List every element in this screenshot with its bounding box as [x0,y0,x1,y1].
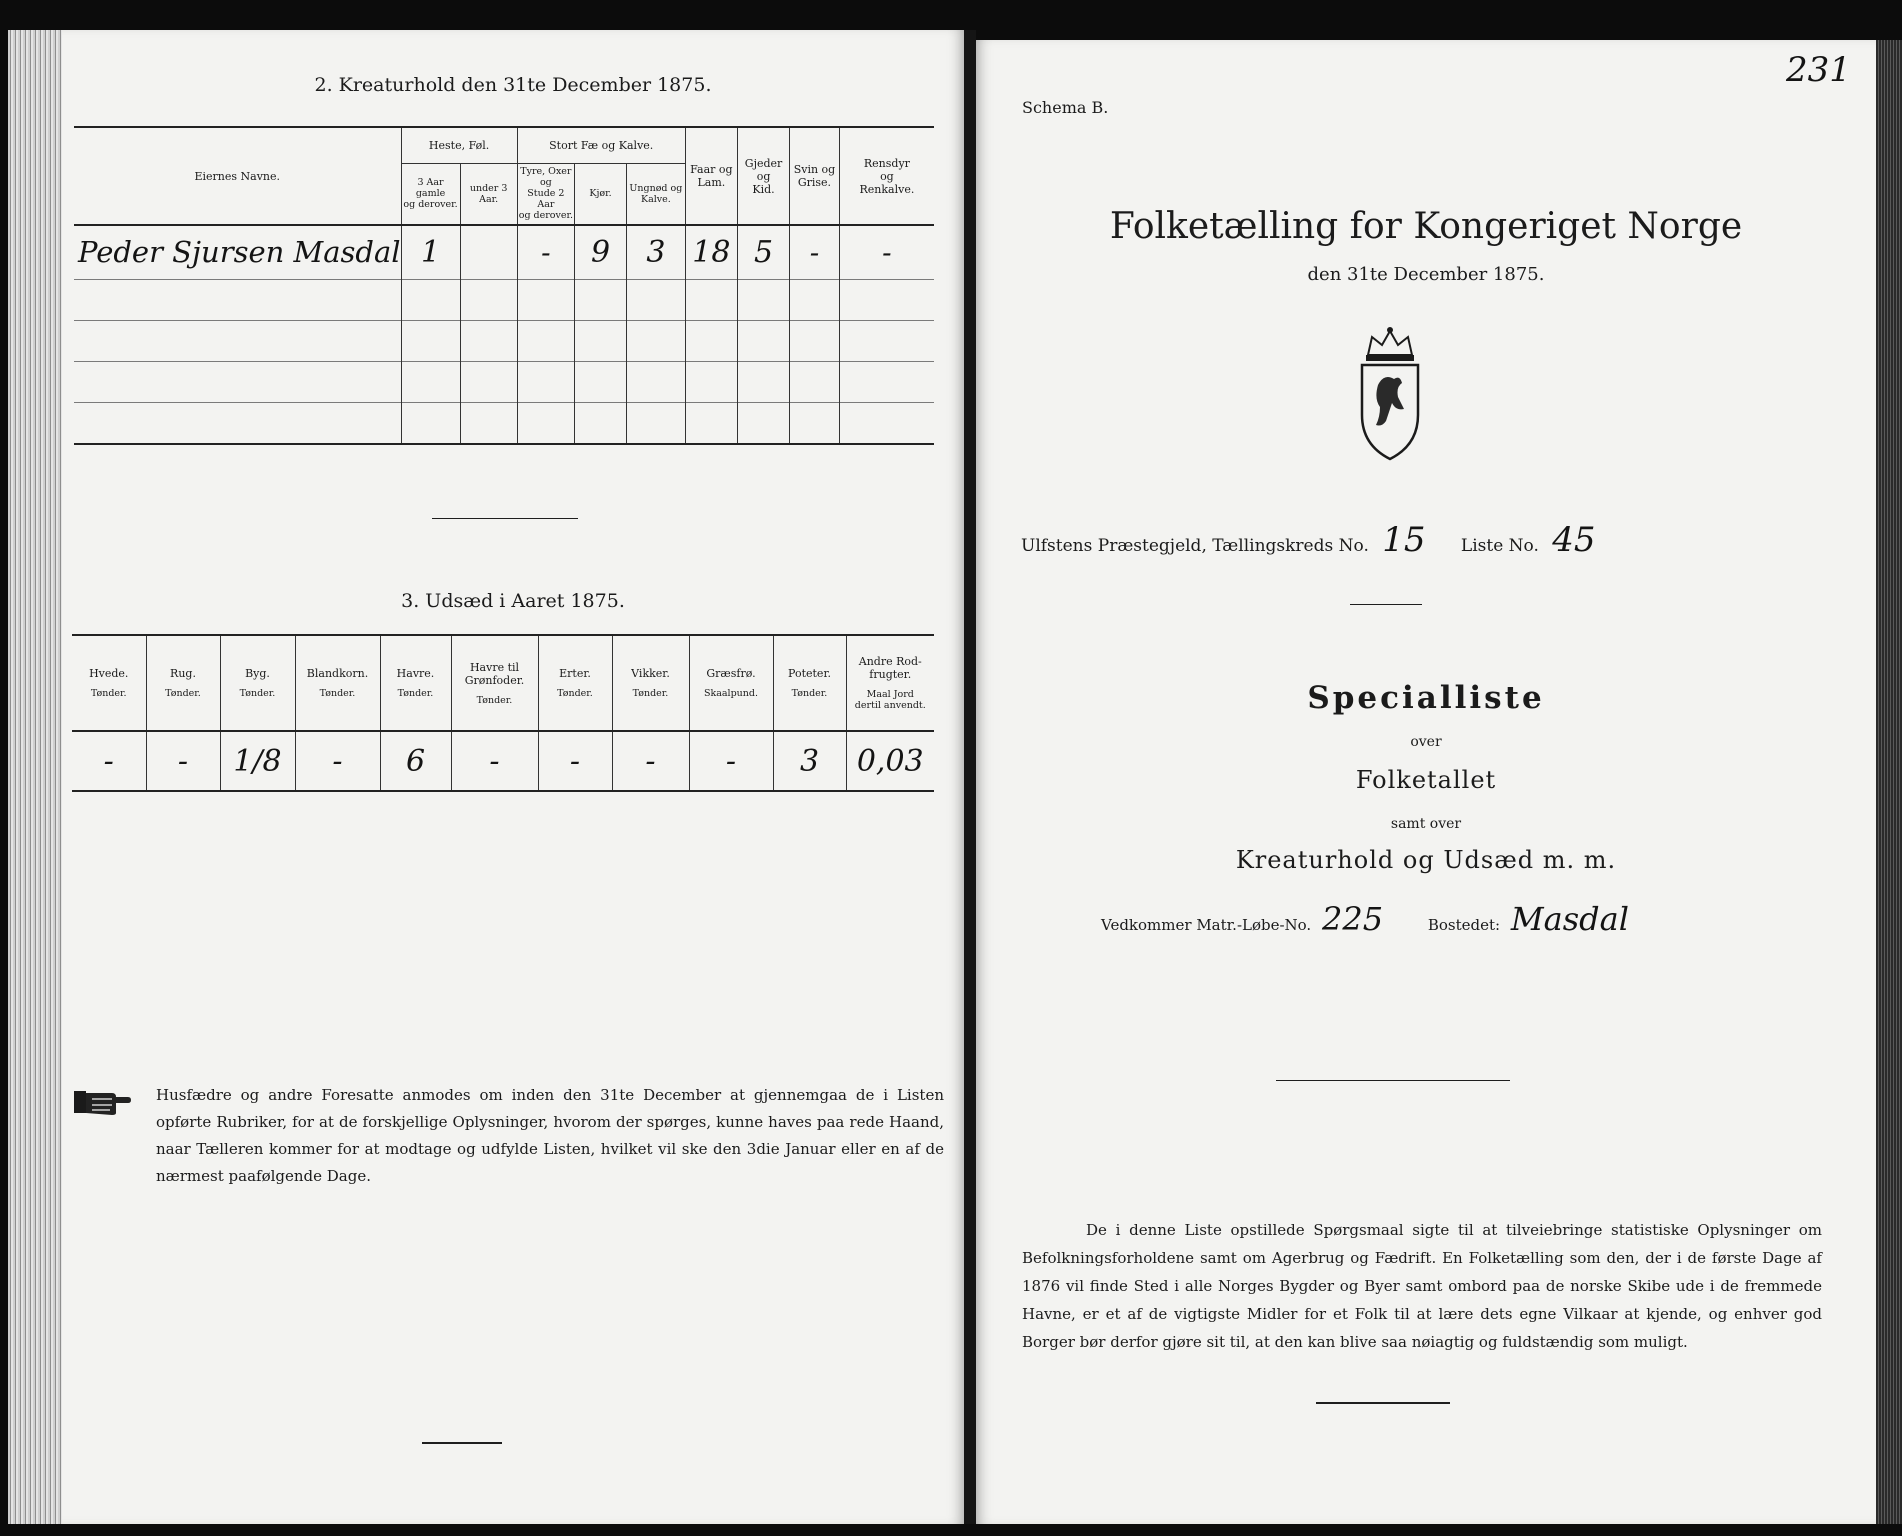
seed-column-unit: Tønder. [632,688,669,699]
seed-value: 6 [380,731,451,791]
coat-of-arms-icon [1350,325,1430,465]
seed-column-unit: Tønder. [557,688,593,699]
seed-header [220,635,295,731]
matr-number: 225 [1322,900,1384,938]
seed-column-unit: Tønder. [239,688,276,699]
header-owner: Eiernes Navne. [74,127,401,225]
seed-column-unit: Tønder. [397,688,434,699]
district-label: Tællingskreds No. [1212,536,1369,556]
value-kjor: 9 [575,225,627,279]
seed-column-name: Erter. [559,667,591,680]
list-number: 45 [1552,520,1596,560]
header-gjeder: Gjeder og Kid. [738,127,790,225]
seed-value: - [538,731,612,791]
seed-value: 0,03 [846,731,934,791]
list-label: Liste No. [1460,536,1539,556]
seed-value: 3 [773,731,846,791]
left-page [62,30,964,1524]
seed-header [846,635,934,731]
separator-rule [1276,1080,1510,1081]
instructions-footnote: Husfædre og andre Foresatte anmodes om inden den 31te December at gjennemgaa de i Listen opførte Rubriker, for at de forskjellige Oplysninger, hvorom der spørges, kunne haves paa rede Haand, naar Tælleren kommer for at modtage og udfylde Listen, hvilket vil ske den 3die Januar eller en af de nærmest paafølgende Dage. [156,1086,944,1185]
seed-header [72,635,146,731]
seed-column-unit: Tønder. [476,694,513,706]
header-faar: Faar og Lam. [685,127,737,225]
statistics-explanation: De i denne Liste opstillede Spørgsmaal sigte til at tilveiebringe statistiske Oplysninger om Befolkningsforholdene samt om Agerbrug og Fædrift. En Folketælling som den, der i de første Dage af 1876 vil finde Sted i alle Norges Bygder og Byer samt ombord paa de norske Skibe ude i de fremmede Havne, er et af de vigtigste Midler for et Folk til at lære dets egne Vilkaar at kjende, og enhver god Borger bør derfor gjøre sit til, at den kan blive saa nøiagtig og fuldstændig som muligt. [1022,1221,1822,1351]
seed-column-name: Hvede. [89,667,129,680]
samt-over-label: samt over [1390,816,1462,832]
seed-header [612,635,689,731]
section-3-title: 3. Udsæd i Aaret 1875. [401,590,625,612]
left-page-edges [8,30,62,1524]
seed-header [538,635,612,731]
kreaturhold-title: Kreaturhold og Udsæd m. m. [1235,846,1617,874]
seed-column-unit: Tønder. [90,688,127,699]
seed-column-name: Havre. [396,667,435,680]
header-kjor: Kjør. [575,163,627,225]
seed-column-name: Andre Rod- frugter. [858,655,922,681]
seed-value: 1/8 [220,731,295,791]
seed-table [72,634,934,792]
schema-label: Schema B. [1022,98,1109,117]
seed-column-name: Græsfrø. [706,667,756,680]
seed-header [773,635,846,731]
header-ungnod: Ungnød og Kalve. [626,163,685,225]
seed-value: - [146,731,220,791]
seed-column-unit: Tønder. [791,688,828,699]
separator-rule [1350,604,1422,605]
bottom-rule [1316,1402,1450,1404]
value-ungnod: 3 [626,225,685,279]
bottom-rule [422,1442,502,1444]
seed-header [451,635,538,731]
folketallet-title: Folketallet [1355,766,1497,794]
seed-column-unit: Tønder. [319,688,356,699]
empty-row [74,279,934,320]
over-label: over [1410,734,1442,750]
census-title: Folketælling for Kongeriget Norge [1109,206,1743,247]
seed-value: - [612,731,689,791]
matr-label: Vedkommer Matr.-Løbe-No. [1101,916,1312,934]
value-gjeder: 5 [738,225,790,279]
seed-value: - [72,731,146,791]
parish-line [1021,520,1596,560]
header-heste-3aar: 3 Aar gamle og derover. [401,163,460,225]
separator-rule [432,518,578,519]
seed-value: - [295,731,380,791]
seed-column-name: Havre til Grønfoder. [464,660,525,687]
section-2-title: 2. Kreaturhold den 31te December 1875. [314,74,712,96]
right-page-edges [1876,40,1902,1524]
seed-column-unit: Skaalpund. [703,688,759,699]
header-svin: Svin og Grise. [790,127,840,225]
seed-column-name: Rug. [170,667,196,680]
parish-name: Ulfstens Præstegjeld, [1021,536,1207,556]
header-tyre: Tyre, Oxer og Stude 2 Aar og derover. [517,163,574,225]
seed-value: - [451,731,538,791]
seed-column-unit: Maal Jord dertil anvendt. [854,689,926,711]
specialliste-title: Specialliste [1307,680,1545,716]
seed-column-name: Byg. [245,667,270,680]
bosted-name: Masdal [1510,900,1629,938]
value-tyre: - [517,225,574,279]
pointing-hand-icon [72,1085,132,1119]
book-binding [964,30,976,1524]
seed-value: - [689,731,773,791]
livestock-table [74,126,934,445]
header-rensdyr: Rensdyr og Renkalve. [839,127,934,225]
seed-header [380,635,451,731]
value-heste-3aar: 1 [401,225,460,279]
right-page [976,40,1876,1524]
empty-row [74,361,934,402]
matrikkel-line [1101,900,1629,938]
seed-header [295,635,380,731]
district-number: 15 [1382,520,1426,560]
census-date: den 31te December 1875. [1307,264,1545,285]
value-faar: 18 [685,225,737,279]
header-stort-fae: Stort Fæ og Kalve. [517,127,685,163]
value-svin: - [790,225,840,279]
seed-header [146,635,220,731]
page-number: 231 [1786,50,1851,90]
seed-column-unit: Tønder. [165,688,201,699]
seed-column-name: Poteter. [788,667,831,680]
header-heste: Heste, Føl. [401,127,517,163]
header-heste-under3: under 3 Aar. [460,163,517,225]
seed-column-name: Vikker. [631,667,670,680]
value-heste-under3 [460,225,517,279]
seed-column-name: Blandkorn. [306,667,369,680]
empty-row [74,402,934,444]
owner-name: Peder Sjursen Masdal [74,225,401,279]
seed-header [689,635,773,731]
value-rensdyr: - [839,225,934,279]
bosted-label: Bostedet: [1427,916,1501,934]
empty-row [74,320,934,361]
